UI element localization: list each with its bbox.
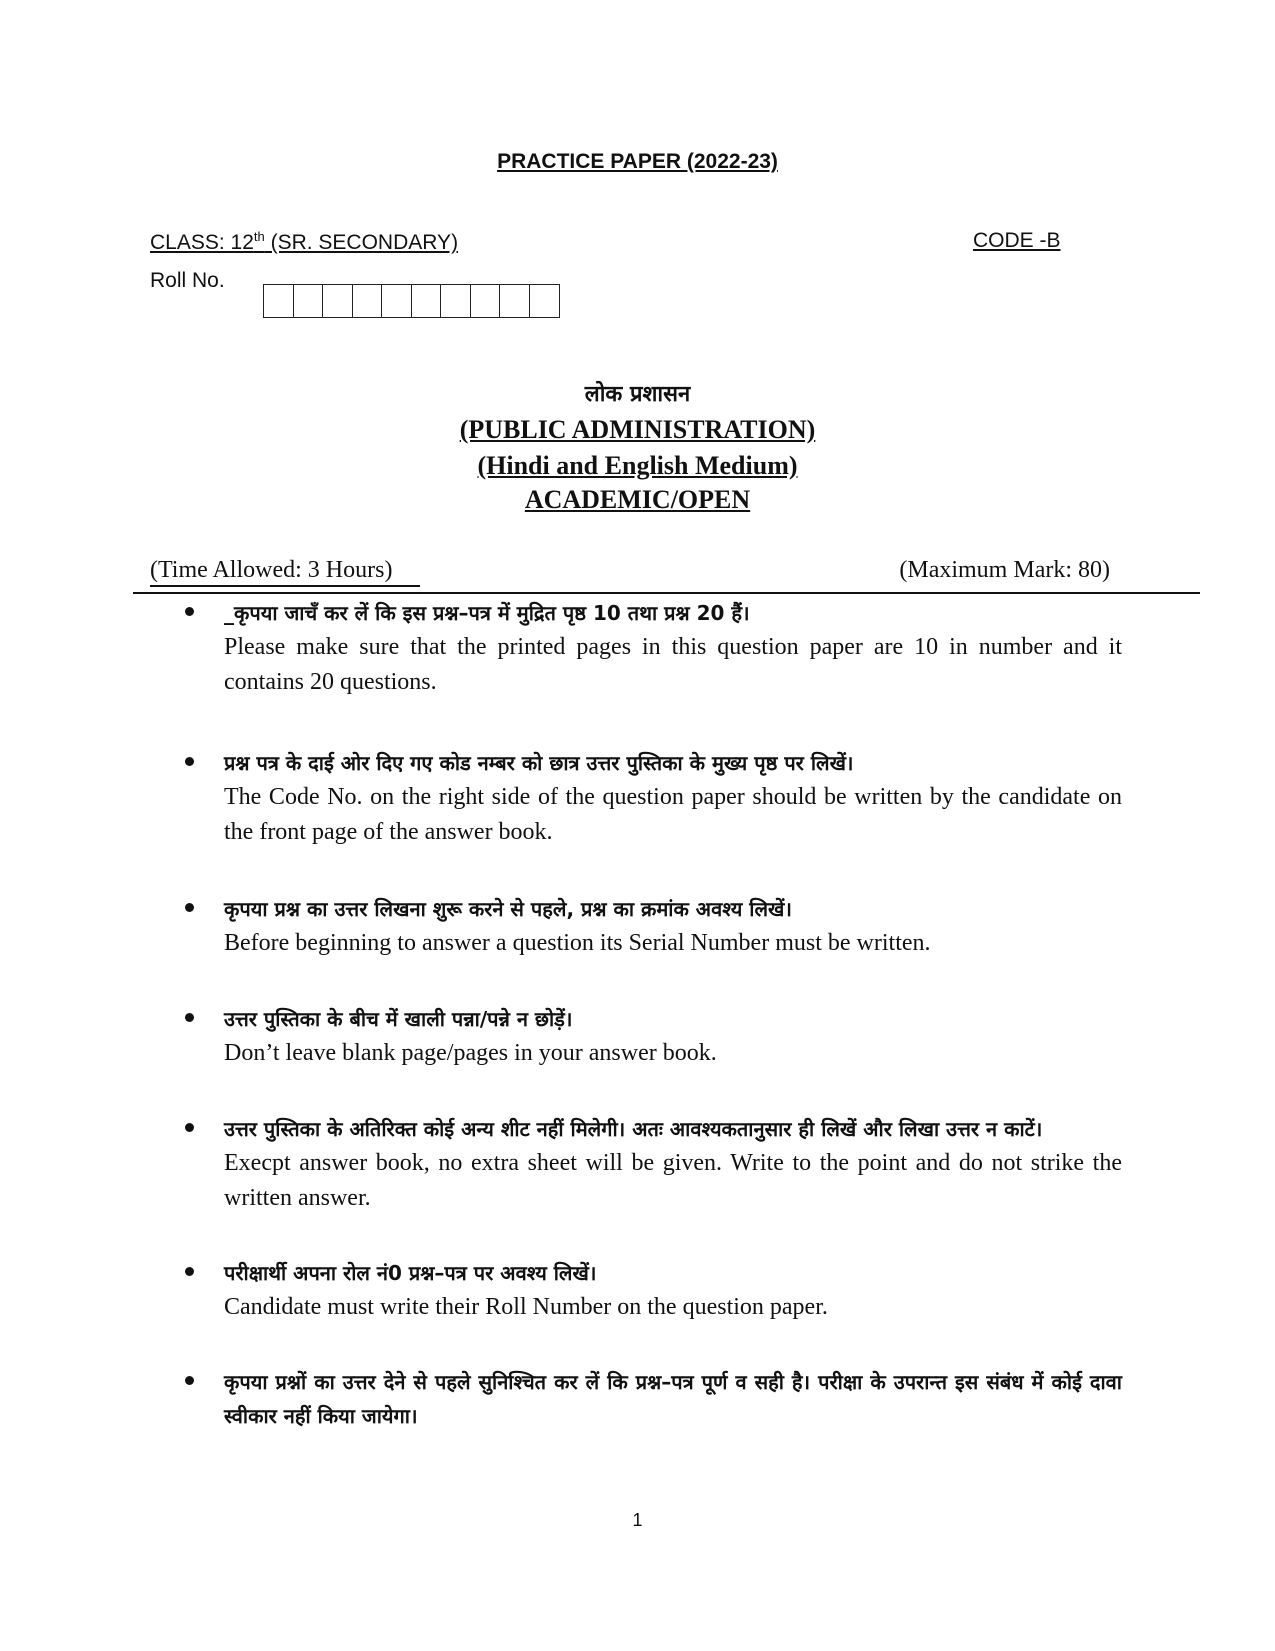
instruction-hindi: उत्तर पुस्तिका के अतिरिक्त कोई अन्य शीट नहीं मिलेगी। अतः आवश्यकतानुसार ही लिखें और लिखा उत्तर न काटें। [224, 1117, 1043, 1141]
class-superscript: th [253, 229, 265, 244]
instruction-item [180, 1365, 1122, 1433]
bullet-icon [185, 757, 194, 766]
time-allowed: (Time Allowed: 3 Hours) [150, 557, 393, 583]
roll-number-label: Roll No. [150, 269, 225, 292]
instructions-list [180, 596, 1122, 1433]
time-underline [150, 585, 420, 587]
bullet-icon [185, 1013, 194, 1022]
roll-number-box [382, 285, 412, 317]
instruction-english: Don’t leave blank page/pages in your answer book. [224, 1040, 717, 1066]
maximum-marks: (Maximum Mark: 80) [899, 557, 1110, 583]
instruction-item [180, 596, 1122, 700]
bullet-icon [185, 607, 194, 616]
instruction-english: The Code No. on the right side of the question paper should be written by the candidate on the front page of the answer book. [224, 784, 1122, 845]
bullet-icon [185, 903, 194, 912]
header-rule [133, 592, 1200, 594]
instruction-hindi: परीक्षार्थी अपना रोल नं0 प्रश्न–पत्र पर अवश्य लिखें। [224, 1261, 597, 1285]
instruction-item [180, 892, 1122, 961]
bullet-icon [185, 1123, 194, 1132]
instruction-english: Candidate must write their Roll Number on the question paper. [224, 1294, 828, 1320]
instruction-item [180, 1112, 1122, 1216]
paper-code: CODE -B [973, 229, 1061, 252]
roll-number-box [471, 285, 501, 317]
instruction-hindi: कृपया प्रश्नों का उत्तर देने से पहले सुनिश्चित कर लें कि प्रश्न–पत्र पूर्ण व सही है। परीक्षा के उपरान्त इस संबंध में कोई दावा स्वीकार नहीं किया जायेगा। [224, 1370, 1122, 1428]
roll-number-box [500, 285, 530, 317]
instruction-english: Please make sure that the printed pages in this question paper are 10 in number and it contains 20 questions. [224, 634, 1122, 695]
class-label [150, 229, 458, 255]
roll-number-box [323, 285, 353, 317]
bullet-icon [185, 1267, 194, 1276]
instruction-hindi: उत्तर पुस्तिका के बीच में खाली पन्ना/पन्ने न छोड़ें। [224, 1007, 573, 1031]
subject-title-hindi: लोक प्रशासन [584, 382, 691, 407]
instruction-item [180, 1002, 1122, 1071]
instruction-hindi: कृपया प्रश्न का उत्तर लिखना शुरू करने से पहले, प्रश्न का क्रमांक अवश्य लिखें। [224, 897, 792, 921]
roll-number-box [264, 285, 294, 317]
roll-number-box [353, 285, 383, 317]
roll-number-box [294, 285, 324, 317]
instruction-english: Execpt answer book, no extra sheet will be given. Write to the point and do not strike the written answer. [224, 1150, 1122, 1211]
mode-label: ACADEMIC/OPEN [524, 485, 751, 514]
subject-title-english: (PUBLIC ADMINISTRATION) [459, 415, 816, 444]
instruction-item [180, 1256, 1122, 1325]
roll-number-box [412, 285, 442, 317]
roll-number-box [441, 285, 471, 317]
bullet-icon [185, 1376, 194, 1385]
instruction-hindi: प्रश्न पत्र के दाई ओर दिए गए कोड नम्बर को छात्र उत्तर पुस्तिका के मुख्य पृष्ठ पर लिखें। [224, 751, 854, 775]
paper-title: PRACTICE PAPER (2022-23) [497, 150, 778, 173]
instruction-item [180, 746, 1122, 850]
class-prefix: CLASS: 12 [150, 231, 254, 254]
medium-label: (Hindi and English Medium) [477, 451, 798, 480]
instruction-hindi: _कृपया जाचँ कर लें कि इस प्रश्न–पत्र में मुद्रित पृष्ठ 10 तथा प्रश्न 20 हैं। [224, 601, 750, 625]
roll-number-boxes [263, 284, 560, 318]
page-number: 1 [632, 1510, 643, 1530]
class-suffix: (SR. SECONDARY) [264, 231, 459, 254]
instruction-english: Before beginning to answer a question its Serial Number must be written. [224, 930, 931, 956]
roll-number-box [530, 285, 560, 317]
